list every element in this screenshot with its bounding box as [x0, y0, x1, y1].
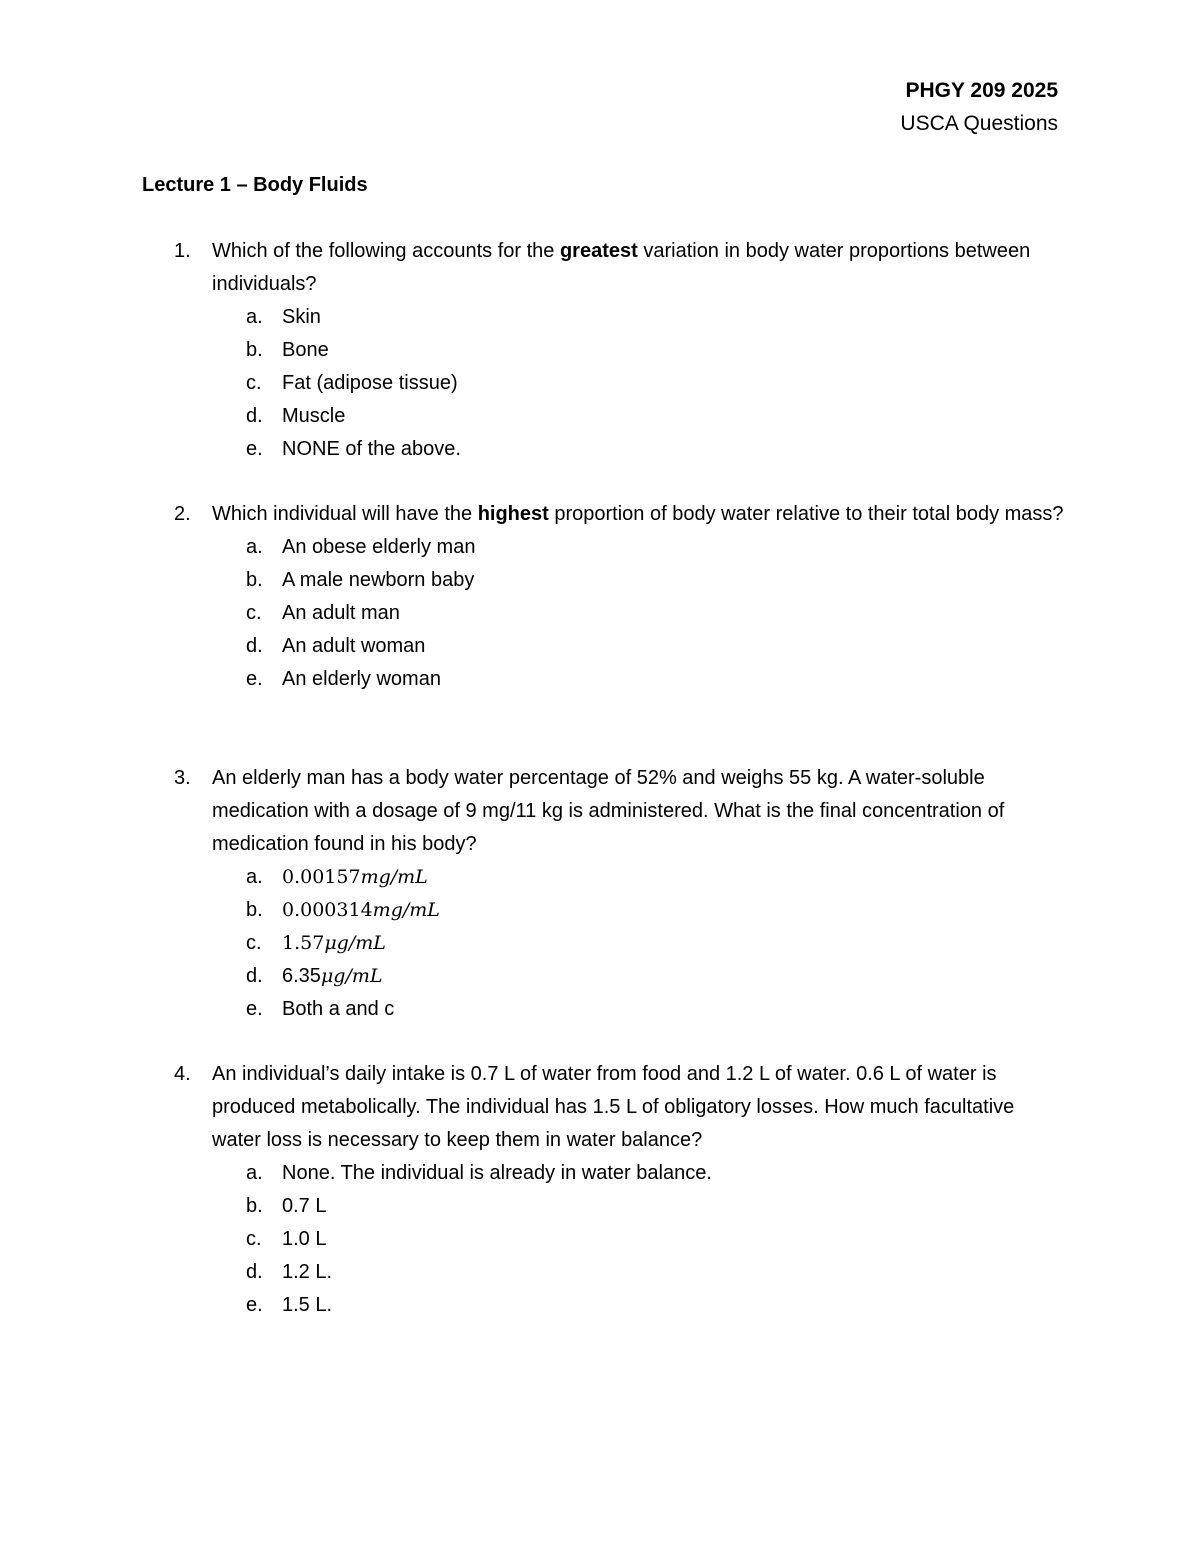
question-text: Which individual will have the highest proportion of body water relative to their total body mass?	[212, 503, 1064, 525]
option-unit: mg/mL	[360, 866, 428, 888]
answer-option	[246, 334, 1064, 367]
answer-option	[246, 894, 1064, 927]
option-value: 0.000314	[282, 899, 373, 921]
answer-option	[246, 301, 1064, 334]
answer-options	[174, 1157, 1064, 1322]
option-value: 6.35	[282, 965, 321, 987]
option-value: 1.57	[282, 932, 325, 954]
option-text: 1.5 L.	[282, 1294, 333, 1316]
answer-option	[246, 597, 1064, 630]
question-number: 3.	[174, 767, 191, 789]
question-3	[174, 762, 1064, 1026]
option-letter: b.	[246, 899, 263, 921]
question-number: 2.	[174, 503, 191, 525]
option-text: 1.0 L	[282, 1228, 327, 1250]
option-letter: a.	[246, 866, 263, 888]
option-letter: d.	[246, 1261, 263, 1283]
option-letter: c.	[246, 932, 262, 954]
option-text: Bone	[282, 339, 329, 361]
document-subtitle: USCA Questions	[900, 112, 1058, 135]
answer-option	[246, 1223, 1064, 1256]
answer-option	[246, 400, 1064, 433]
question-text: An elderly man has a body water percentage of 52% and weighs 55 kg. A water-soluble medication with a dosage of 9 mg/11 kg is administered. What is the final concentration of medication found in his body?	[212, 767, 1005, 855]
option-letter: b.	[246, 569, 263, 591]
option-letter: e.	[246, 668, 263, 690]
option-letter: c.	[246, 1228, 262, 1250]
question-number: 1.	[174, 240, 191, 262]
question-text: Which of the following accounts for the greatest variation in body water proportions between individuals?	[212, 240, 1031, 295]
option-text: Both a and c	[282, 998, 395, 1020]
answer-option	[246, 663, 1064, 696]
answer-option	[246, 1289, 1064, 1322]
option-text: Fat (adipose tissue)	[282, 372, 458, 394]
option-text: 0.7 L	[282, 1195, 327, 1217]
answer-options	[174, 531, 1064, 696]
option-letter: d.	[246, 405, 263, 427]
answer-option	[246, 1190, 1064, 1223]
option-letter: c.	[246, 372, 262, 394]
answer-option	[246, 993, 1064, 1026]
question-emphasis: greatest	[559, 240, 638, 262]
option-text: An adult man	[282, 602, 400, 624]
option-letter: b.	[246, 1195, 263, 1217]
course-code: PHGY 209 2025	[905, 79, 1058, 102]
option-letter: b.	[246, 339, 263, 361]
option-letter: d.	[246, 635, 263, 657]
option-letter: a.	[246, 536, 263, 558]
answer-option	[246, 927, 1064, 960]
answer-option	[246, 1157, 1064, 1190]
option-text: None. The individual is already in water balance.	[282, 1162, 712, 1184]
option-unit: μg/mL	[320, 965, 383, 987]
option-unit: mg/mL	[372, 899, 440, 921]
page-header	[900, 74, 1058, 140]
section-title: Lecture 1 – Body Fluids	[142, 174, 368, 196]
option-text: An adult woman	[282, 635, 426, 657]
option-letter: a.	[246, 306, 263, 328]
question-1	[174, 235, 1064, 466]
answer-options	[174, 861, 1064, 1026]
question-emphasis: highest	[477, 503, 549, 525]
option-text: An elderly woman	[282, 668, 441, 690]
answer-option	[246, 433, 1064, 466]
option-value: 0.00157	[282, 866, 361, 888]
option-letter: a.	[246, 1162, 263, 1184]
option-text: A male newborn baby	[282, 569, 475, 591]
answer-option	[246, 564, 1064, 597]
option-text: NONE of the above.	[282, 438, 461, 460]
answer-option	[246, 861, 1064, 894]
answer-option	[246, 630, 1064, 663]
answer-options	[174, 301, 1064, 466]
option-letter: e.	[246, 438, 263, 460]
option-letter: c.	[246, 602, 262, 624]
question-4	[174, 1058, 1064, 1322]
question-text: An individual’s daily intake is 0.7 L of water from food and 1.2 L of water. 0.6 L of water is produced metabolically. The individual has 1.5 L of obligatory losses. How much facultative water loss is necessary to keep them in water balance?	[212, 1063, 1015, 1151]
option-letter: e.	[246, 998, 263, 1020]
question-2	[174, 498, 1064, 696]
option-text: Skin	[282, 306, 321, 328]
answer-option	[246, 960, 1064, 993]
answer-option	[246, 531, 1064, 564]
question-number: 4.	[174, 1063, 191, 1085]
option-text: An obese elderly man	[282, 536, 476, 558]
option-letter: d.	[246, 965, 263, 987]
option-text: Muscle	[282, 405, 346, 427]
answer-option	[246, 367, 1064, 400]
option-letter: e.	[246, 1294, 263, 1316]
option-text: 1.2 L.	[282, 1261, 333, 1283]
answer-option	[246, 1256, 1064, 1289]
option-unit: μg/mL	[324, 932, 386, 954]
